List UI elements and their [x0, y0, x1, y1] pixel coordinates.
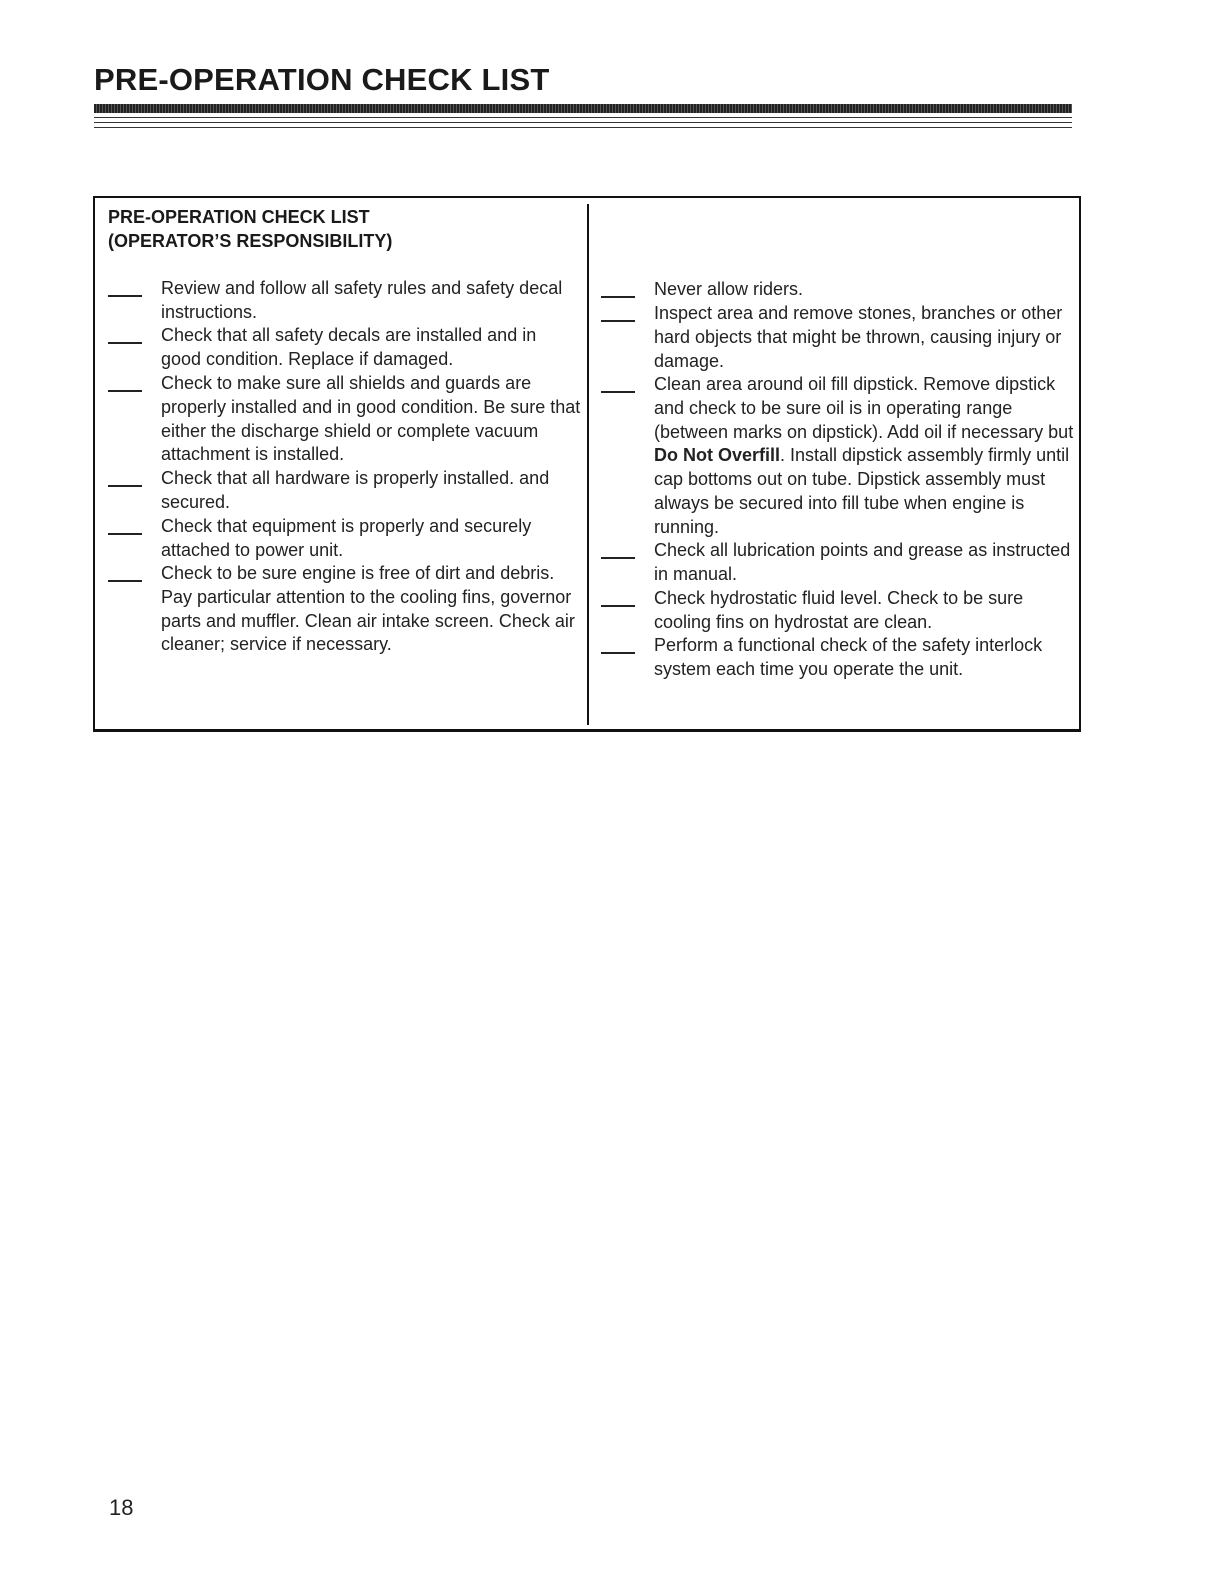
checkbox-blank-line[interactable] [108, 485, 142, 487]
checklist-item-text: Inspect area and remove stones, branches or other hard objects that might be thrown, causing injury or damage. [654, 303, 1063, 371]
checkbox-blank-line[interactable] [108, 342, 142, 344]
checklist-item-text: Check that all safety decals are installed and in good condition. Replace if damaged. [161, 325, 537, 369]
checklist-item-text: Check to be sure engine is free of dirt and debris. Pay particular attention to the cooling fins, governor parts and muffler. Clean air intake screen. Check air cleaner; service if necessary. [161, 563, 575, 655]
checklist-item-text: Check all lubrication points and grease as instructed in manual. [654, 540, 1071, 584]
checklist-item-text: Check to make sure all shields and guards are properly installed and in good condition. Be sure that either the discharge shield or complete vacuum attachment is installed. [161, 373, 581, 465]
checklist-item-text: Perform a functional check of the safety interlock system each time you operate the unit. [654, 635, 1043, 679]
checklist-item [654, 634, 1074, 682]
checklist-item-text: Check that equipment is properly and securely attached to power unit. [161, 516, 532, 560]
checklist-item [161, 324, 581, 372]
checklist-item-text-part: Clean area around oil fill dipstick. Remove dipstick and check to be sure oil is in operating range (between marks on dipstick). Add oil if necessary but [654, 374, 1074, 442]
checklist-item [161, 372, 581, 467]
page-title: PRE-OPERATION CHECK LIST [94, 62, 550, 97]
checkbox-blank-line[interactable] [601, 320, 635, 322]
page-number: 18 [109, 1495, 134, 1520]
checklist-item [161, 277, 581, 325]
checkbox-blank-line[interactable] [108, 533, 142, 535]
title-underline-thin-1 [94, 117, 1072, 118]
checklist-item-text-part: . Install dipstick assembly firmly until cap bottoms out on tube. Dipstick assembly must always be secured into fill tube when engine is running. [654, 445, 1070, 537]
checkbox-blank-line[interactable] [108, 580, 142, 582]
checklist-item [654, 539, 1074, 587]
checklist-item [654, 373, 1074, 540]
checkbox-blank-line[interactable] [108, 390, 142, 392]
checklist-item [654, 302, 1074, 373]
checklist-item [161, 467, 581, 515]
checkbox-blank-line[interactable] [108, 295, 142, 297]
checklist-heading-line2: (OPERATOR’S RESPONSIBILITY) [108, 231, 393, 251]
checkbox-blank-line[interactable] [601, 652, 635, 654]
checklist-heading-line1: PRE-OPERATION CHECK LIST [108, 207, 370, 227]
title-underline-thin-3 [94, 127, 1072, 128]
checkbox-blank-line[interactable] [601, 296, 635, 298]
checklist-item [161, 562, 581, 657]
checkbox-blank-line[interactable] [601, 391, 635, 393]
title-underline-thin-2 [94, 122, 1072, 123]
checklist-heading [108, 205, 392, 253]
checklist-item [654, 278, 1074, 302]
checklist-item [654, 587, 1074, 635]
checklist-item-text: Check that all hardware is properly installed. and secured. [161, 468, 550, 512]
column-divider [587, 204, 589, 725]
checklist-item [161, 515, 581, 563]
do-not-overfill-warning: Do Not Overfill [654, 445, 781, 466]
checkbox-blank-line[interactable] [601, 557, 635, 559]
checklist-item-text: Review and follow all safety rules and safety decal instructions. [161, 278, 563, 322]
checklist-item-text: Never allow riders. [654, 279, 804, 299]
checkbox-blank-line[interactable] [601, 605, 635, 607]
title-underline-thick [94, 104, 1072, 113]
checklist-item-text: Check hydrostatic fluid level. Check to be sure cooling fins on hydrostat are clean. [654, 588, 1024, 632]
